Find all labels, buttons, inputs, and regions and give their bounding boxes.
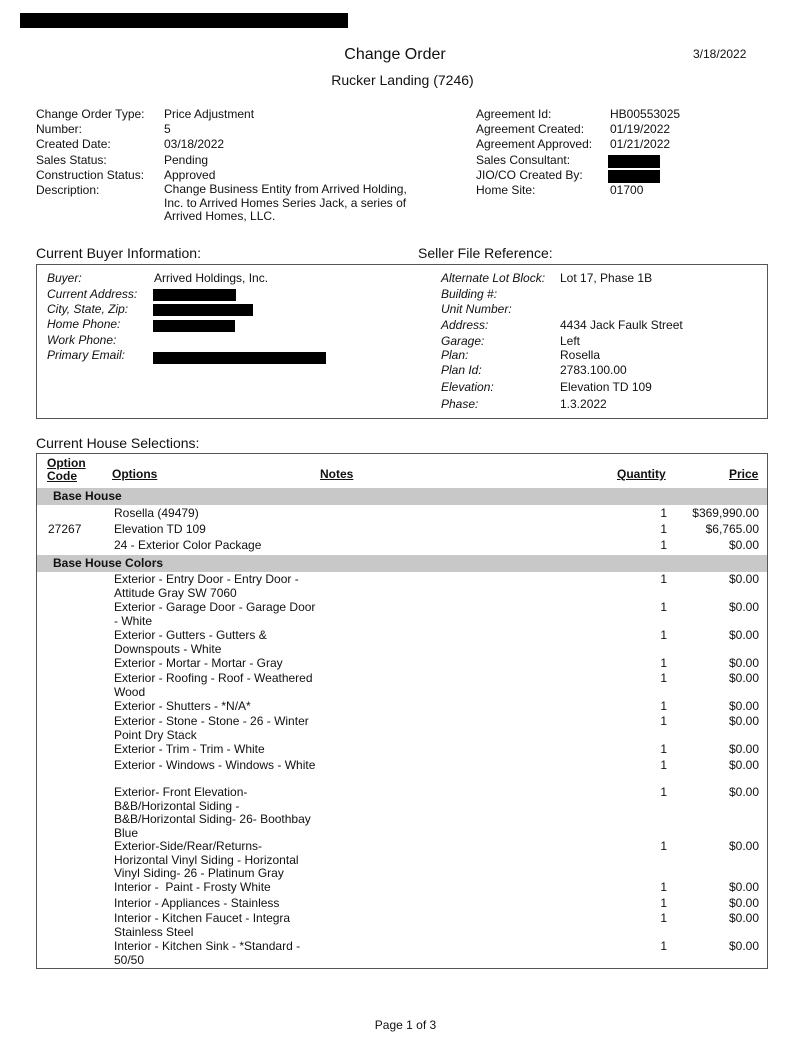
row-description: Elevation TD 109	[114, 522, 206, 536]
row-description: Rosella (49479)	[114, 506, 199, 520]
row-description: Exterior - Entry Door - Entry Door - Attitude Gray SW 7060	[114, 572, 299, 600]
label-city-state-zip: City, State, Zip:	[47, 302, 129, 316]
row-quantity: 1	[660, 600, 667, 614]
value-construction-status: Approved	[164, 168, 216, 182]
value-phase: 1.3.2022	[560, 397, 607, 411]
row-price: $0.00	[728, 600, 759, 614]
label-unit-number: Unit Number:	[441, 302, 512, 316]
label-current-address: Current Address:	[47, 287, 138, 301]
label-created-date: Created Date:	[36, 137, 111, 151]
group-label-base-house: Base House	[53, 489, 122, 503]
row-price: $6,765.00	[705, 522, 759, 536]
row-quantity: 1	[660, 758, 667, 772]
label-agreement-id: Agreement Id:	[476, 107, 552, 121]
row-description: Interior - Kitchen Sink - *Standard - 50/50	[114, 939, 301, 967]
row-quantity: 1	[660, 628, 667, 642]
row-quantity: 1	[660, 671, 667, 685]
row-description: Exterior - Garage Door - Garage Door - White	[114, 600, 316, 628]
buyer-section-title: Current Buyer Information:	[36, 245, 201, 261]
row-description: Exterior - Gutters - Gutters & Downspouts - White	[114, 628, 267, 656]
buyer-seller-box	[36, 264, 768, 419]
row-price: $0.00	[728, 911, 759, 925]
label-primary-email: Primary Email:	[47, 348, 126, 362]
label-sales-status: Sales Status:	[36, 153, 107, 167]
row-description: Interior - Kitchen Faucet - Integra Stainless Steel	[114, 911, 291, 939]
row-quantity: 1	[660, 880, 667, 894]
row-price: $0.00	[728, 880, 759, 894]
row-price: $0.00	[728, 758, 759, 772]
row-code: 27267	[48, 522, 82, 536]
col-header-notes: Notes	[320, 467, 354, 481]
label-description: Description:	[36, 183, 100, 197]
redaction-current-address	[153, 289, 236, 301]
row-price: $0.00	[728, 538, 759, 552]
value-plan-id: 2783.100.00	[560, 363, 627, 377]
col-header-quantity: Quantity	[617, 467, 666, 481]
value-number: 5	[164, 122, 171, 136]
value-change-order-type: Price Adjustment	[164, 107, 255, 121]
value-agreement-id: HB00553025	[610, 107, 681, 121]
value-garage: Left	[560, 334, 581, 348]
redaction-sales-consultant	[608, 155, 660, 168]
row-description: Exterior - Roofing - Roof - Weathered Wood	[114, 671, 313, 699]
row-quantity: 1	[660, 714, 667, 728]
redaction-primary-email	[153, 352, 326, 364]
value-buyer: Arrived Holdings, Inc.	[154, 271, 269, 285]
row-quantity: 1	[660, 699, 667, 713]
row-quantity: 1	[660, 911, 667, 925]
value-alternate-lot-block: Lot 17, Phase 1B	[560, 271, 653, 285]
label-sales-consultant: Sales Consultant:	[476, 153, 571, 167]
value-address: 4434 Jack Faulk Street	[560, 318, 683, 332]
document-title: Change Order	[344, 46, 446, 63]
row-quantity: 1	[660, 656, 667, 670]
row-price: $0.00	[728, 785, 759, 799]
seller-section-title: Seller File Reference:	[418, 245, 553, 261]
value-home-site: 01700	[610, 183, 644, 197]
label-agreement-approved: Agreement Approved:	[476, 137, 593, 151]
label-change-order-type: Change Order Type:	[36, 107, 145, 121]
redaction-created-by	[608, 170, 660, 183]
col-header-option-code	[47, 457, 86, 483]
row-description: 24 - Exterior Color Package	[114, 538, 262, 552]
row-price: $0.00	[728, 572, 759, 586]
row-quantity: 1	[660, 572, 667, 586]
label-elevation: Elevation:	[441, 380, 494, 394]
label-agreement-created: Agreement Created:	[476, 122, 585, 136]
label-building: Building #:	[441, 287, 498, 301]
row-quantity: 1	[660, 742, 667, 756]
label-alternate-lot-block: Alternate Lot Block:	[441, 271, 546, 285]
row-price: $0.00	[728, 896, 759, 910]
row-quantity: 1	[660, 538, 667, 552]
label-buyer: Buyer:	[47, 271, 82, 285]
value-plan: Rosella	[560, 348, 601, 362]
group-label-base-house-colors: Base House Colors	[53, 556, 164, 570]
row-quantity: 1	[660, 785, 667, 799]
page-number: Page 1 of 3	[374, 1018, 437, 1032]
redaction-bar-top	[20, 13, 348, 28]
group-band-base-house	[37, 488, 767, 505]
row-description: Exterior - Mortar - Mortar - Gray	[114, 656, 283, 670]
label-construction-status: Construction Status:	[36, 168, 145, 182]
row-price: $0.00	[728, 656, 759, 670]
row-description: Exterior- Front Elevation- B&B/Horizontal Siding - B&B/Horizontal Siding- 26- Boothbay Blue	[114, 785, 311, 840]
col-header-option-code-line1: Option	[47, 456, 86, 470]
row-price: $0.00	[728, 939, 759, 953]
row-description: Exterior - Trim - Trim - White	[114, 742, 265, 756]
row-quantity: 1	[660, 522, 667, 536]
label-number: Number:	[36, 122, 83, 136]
label-work-phone: Work Phone:	[47, 333, 117, 347]
row-quantity: 1	[660, 896, 667, 910]
redaction-home-phone	[153, 320, 235, 332]
row-description: Exterior-Side/Rear/Returns- Horizontal Vinyl Siding - Horizontal Vinyl Siding- 26 - Platinum Gray	[114, 839, 299, 880]
community-name: Rucker Landing (7246)	[331, 72, 474, 88]
label-plan: Plan:	[441, 348, 469, 362]
col-header-price: Price	[729, 467, 759, 481]
col-header-option-code-line2: Code	[47, 469, 77, 483]
label-plan-id: Plan Id:	[441, 363, 482, 377]
row-price: $369,990.00	[692, 506, 759, 520]
row-price: $0.00	[728, 671, 759, 685]
label-address: Address:	[441, 318, 489, 332]
label-created-by: JIO/CO Created By:	[476, 168, 583, 182]
row-price: $0.00	[728, 714, 759, 728]
value-created-date: 03/18/2022	[164, 137, 225, 151]
row-quantity: 1	[660, 939, 667, 953]
label-home-site: Home Site:	[476, 183, 536, 197]
col-header-options: Options	[112, 467, 158, 481]
row-description: Interior - Appliances - Stainless	[114, 896, 280, 910]
row-quantity: 1	[660, 839, 667, 853]
row-description: Exterior - Shutters - *N/A*	[114, 699, 251, 713]
value-agreement-approved: 01/21/2022	[610, 137, 671, 151]
row-description: Exterior - Stone - Stone - 26 - Winter Point Dry Stack	[114, 714, 309, 742]
row-price: $0.00	[728, 742, 759, 756]
value-agreement-created: 01/19/2022	[610, 122, 671, 136]
label-home-phone: Home Phone:	[47, 317, 121, 331]
label-garage: Garage:	[441, 334, 485, 348]
row-description: Interior - Paint - Frosty White	[114, 880, 271, 894]
value-sales-status: Pending	[164, 153, 209, 167]
value-elevation: Elevation TD 109	[560, 380, 652, 394]
print-date: 3/18/2022	[693, 47, 747, 61]
row-quantity: 1	[660, 506, 667, 520]
selections-title: Current House Selections:	[36, 435, 200, 451]
value-description: Change Business Entity from Arrived Holding, Inc. to Arrived Homes Series Jack, a series of Arrived Homes, LLC.	[164, 182, 407, 223]
row-price: $0.00	[728, 839, 759, 853]
redaction-city-state-zip	[153, 304, 253, 316]
row-description: Exterior - Windows - Windows - White	[114, 758, 316, 772]
row-price: $0.00	[728, 699, 759, 713]
row-price: $0.00	[728, 628, 759, 642]
label-phase: Phase:	[441, 397, 479, 411]
